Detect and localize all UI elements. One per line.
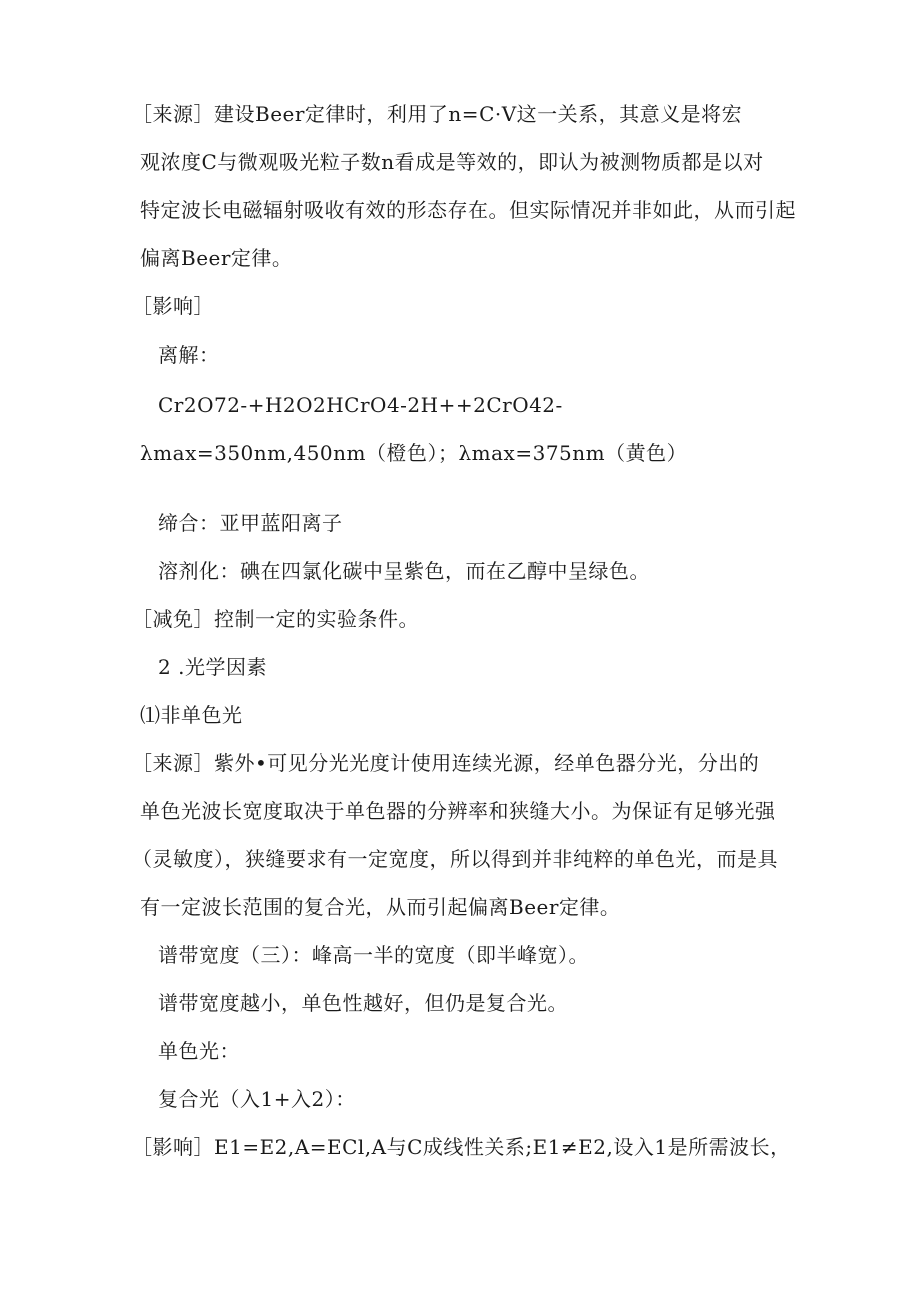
- section-optical-factors: 2 .光学因素: [158, 655, 267, 679]
- label-solvation: 溶剂化：碘在四氯化碳中呈紫色，而在乙醇中呈绿色。: [158, 559, 650, 583]
- paragraph-source2-line-3: （灵敏度），狭缝要求有一定宽度，所以得到并非纯粹的单色光，而是具: [132, 847, 778, 871]
- subsection-non-monochromatic: ⑴非单色光: [140, 703, 243, 727]
- paragraph-source2-line-2: 单色光波长宽度取决于单色器的分辨率和狭缝大小。为保证有足够光强: [140, 799, 776, 823]
- paragraph-source2-line-4: 有一定波长范围的复合光，从而引起偏离Beer定律。: [140, 895, 621, 919]
- heading-mitigation: ［减免］控制一定的实验条件。: [132, 607, 419, 631]
- paragraph-source-line-3: 特定波长电磁辐射吸收有效的形态存在。但实际情况并非如此，从而引起: [140, 198, 796, 222]
- lambda-max-line: λmax=350nm,450nm（橙色）；λmax=375nm（黄色）: [140, 441, 688, 465]
- label-dissociation: 离解：: [158, 343, 220, 367]
- paragraph-source-line-4: 偏离Beer定律。: [140, 246, 293, 270]
- bandwidth-definition: 谱带宽度（三）：峰高一半的宽度（即半峰宽）。: [158, 943, 589, 967]
- label-monochromatic: 单色光：: [158, 1039, 240, 1063]
- heading-influence: ［影响］: [132, 294, 214, 318]
- chemical-equation: Cr2O72-+H2O2HCrO4-2H++2CrO42-: [158, 393, 563, 417]
- paragraph-influence2: ［影响］E1=E2,A=ECl,A与C成线性关系;E1≠E2,设入1是所需波长，: [132, 1135, 791, 1159]
- paragraph-source2-line-1: ［来源］紫外•可见分光光度计使用连续光源，经单色器分光，分出的: [132, 751, 760, 775]
- label-composite-light: 复合光（入1+入2）：: [158, 1087, 356, 1111]
- paragraph-source-line-1: ［来源］建设Beer定律时，利用了n=C·V这一关系，其意义是将宏: [132, 102, 743, 126]
- paragraph-source-line-2: 观浓度C与微观吸光粒子数n看成是等效的，即认为被测物质都是以对: [140, 150, 764, 174]
- label-association: 缔合：亚甲蓝阳离子: [158, 511, 343, 535]
- bandwidth-note: 谱带宽度越小，单色性越好，但仍是复合光。: [158, 991, 568, 1015]
